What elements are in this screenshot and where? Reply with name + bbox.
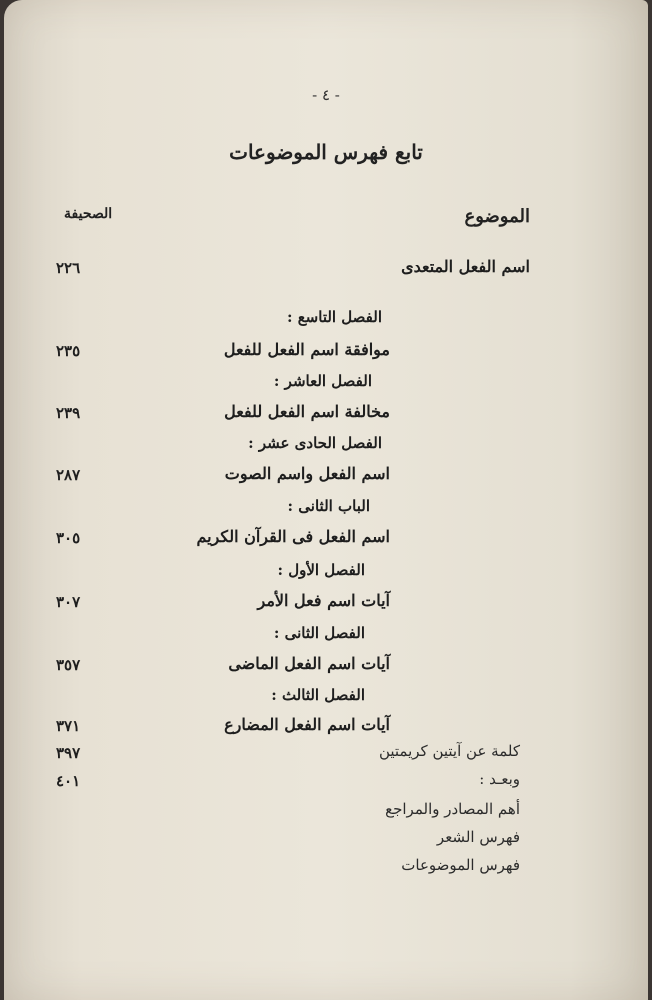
topic-column-header: الموضوع	[464, 206, 530, 227]
page-number: - ٤ -	[312, 86, 340, 104]
toc-entry-title: آيات اسم الفعل الماضى	[228, 654, 390, 673]
toc-section-heading	[56, 686, 530, 712]
toc-entry-title: فهرس الموضوعات	[401, 856, 520, 874]
book-page	[4, 0, 648, 1000]
toc-entry-title: الفصل الثالث :	[271, 686, 365, 704]
toc-entry-title: كلمة عن آيتين كريمتين	[378, 742, 520, 760]
toc-entry-title: الباب الثانى :	[287, 497, 370, 515]
toc-section-heading	[56, 308, 530, 334]
toc-entry	[56, 654, 530, 680]
toc-entry-page-number: ٢٨٧	[56, 466, 81, 484]
toc-section-heading	[56, 434, 530, 460]
toc-entry-page-number: ٢٣٩	[56, 404, 81, 422]
toc-entry-page-number: ٢٢٦	[56, 259, 81, 277]
toc-entry-page-number: ٢٣٥	[56, 342, 81, 360]
toc-entry-title: اسم الفعل فى القرآن الكريم	[196, 527, 390, 546]
toc-entry	[56, 856, 530, 882]
toc-entry	[56, 402, 530, 428]
toc-entry	[56, 742, 530, 768]
toc-section-heading	[56, 624, 530, 650]
toc-section-heading	[56, 561, 530, 587]
toc-entry-title: الفصل العاشر :	[273, 372, 372, 390]
toc-entry-page-number: ٣٧١	[56, 717, 81, 735]
toc-entry-page-number: ٤٠١	[56, 772, 81, 790]
toc-entry	[56, 527, 530, 553]
toc-entry-title: اسم الفعل المتعدى	[401, 257, 530, 276]
toc-entry-title: مخالفة اسم الفعل للفعل	[224, 402, 390, 421]
toc-entry	[56, 715, 530, 741]
toc-entry	[56, 257, 530, 283]
toc-entry-title: وبعـد :	[479, 770, 520, 788]
toc-entry-title: أهم المصادر والمراجع	[385, 800, 520, 818]
toc-section-heading	[56, 372, 530, 398]
toc-entry-title: موافقة اسم الفعل للفعل	[223, 340, 390, 359]
toc-entry	[56, 591, 530, 617]
toc-entry-page-number: ٣٠٧	[56, 593, 81, 611]
toc-entry	[56, 800, 530, 826]
page-title: تابع فهرس الموضوعات	[229, 140, 423, 164]
toc-entry-title: آيات اسم الفعل المضارع	[224, 715, 390, 734]
toc-section-heading	[56, 497, 530, 523]
toc-entry	[56, 828, 530, 854]
toc-entry-title: الفصل التاسع :	[286, 308, 382, 326]
toc-entry-page-number: ٣٥٧	[56, 656, 81, 674]
toc-entry-title: آيات اسم فعل الأمر	[257, 591, 390, 610]
toc-entry	[56, 340, 530, 366]
toc-entry	[56, 464, 530, 490]
toc-entry-title: الفصل الأول :	[277, 561, 365, 579]
page-column-header: الصحيفة	[64, 206, 113, 222]
toc-entry-page-number: ٣٩٧	[56, 744, 81, 762]
toc-entry-title: الفصل الحادى عشر :	[248, 434, 382, 452]
toc-entry	[56, 770, 530, 796]
toc-entry-title: الفصل الثانى :	[273, 624, 365, 642]
toc-entry-title: فهرس الشعر	[436, 828, 520, 846]
toc-entry-page-number: ٣٠٥	[56, 529, 81, 547]
toc-entry-title: اسم الفعل واسم الصوت	[224, 464, 390, 483]
